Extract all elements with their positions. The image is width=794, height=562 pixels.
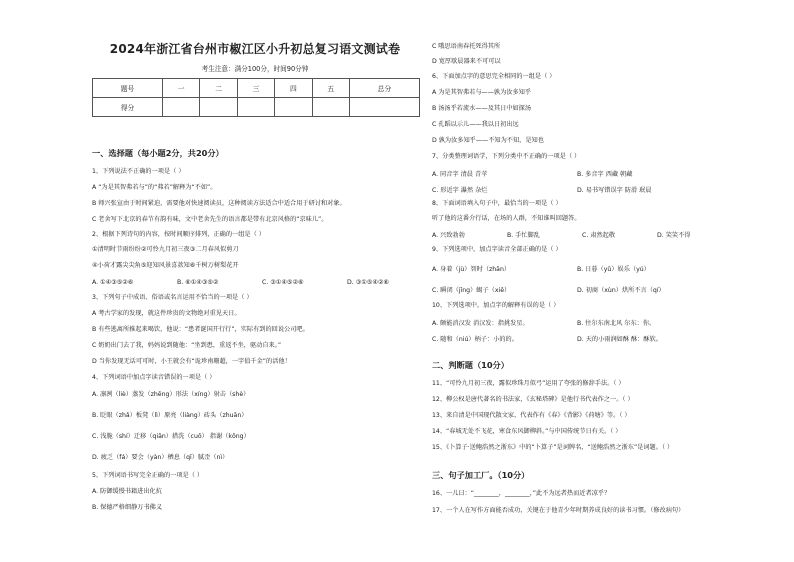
q2-line-1: ①清明时节雨纷纷②可怜九月初三夜③二月春风似剪刀 <box>92 246 239 253</box>
q7-option-b: B. 多音字 西藏 朝藏 <box>577 171 633 178</box>
q8-option-b: B. 手忙脚乱 <box>507 232 540 239</box>
page-title: 2024年浙江省台州市椒江区小升初总复习语文测试卷 <box>109 42 401 56</box>
q6-option-b: B 汤汤乎若流水——及其日中如探汤 <box>432 105 532 112</box>
q8-option-d: D. 笑笑不得 <box>657 232 691 239</box>
section-3-title: 三、句子加工厂。（10分） <box>432 470 530 480</box>
table-cell <box>237 98 274 117</box>
table-cell: 二 <box>200 79 237 98</box>
q7-option-c: C. 形近字 瀑然 杂烂 <box>432 187 488 194</box>
q10-stem: 10、下列选项中，加点字的解释有误的是（ ） <box>432 302 560 309</box>
q1-stem: 1、下列说法不正确的一项是（ ） <box>92 168 185 175</box>
q4-stem: 4、下列词语中加点字读音错误的一项是（ ） <box>92 374 216 381</box>
table-cell <box>349 98 419 117</box>
q5-option-a: A. 防御缓慢书籍进出化抗 <box>92 488 162 495</box>
q2-option-c: C. ③①④⑤②⑥ <box>262 279 304 286</box>
q2-line-2: ④小荷才露尖尖角⑤迎知风景喜款知⑥千树万树梨花开 <box>92 262 239 269</box>
q7-options-row-2 <box>432 185 732 193</box>
q6-option-c: C 孔蹈以示儿——我以日初出远 <box>432 121 519 128</box>
q11: 11、“可怜九月初三夜，露似珍珠月似弓”运用了夸张的修辞手法。（ ） <box>432 380 625 387</box>
q16: 16、一儿曰：“________，________，”此不为远者热而近者凉乎？ <box>432 490 611 497</box>
q9-stem: 9、下列选项中，加点字读音全部正确的是（ ） <box>432 246 562 253</box>
q2-option-a: A. ①④③⑤②⑥ <box>92 279 134 286</box>
q9-options-row-1 <box>432 264 732 272</box>
q2-option-d: D. ③①⑤④②⑥ <box>347 279 389 286</box>
section-1-title: 一、选择题（每小题2分，共20分） <box>92 148 224 158</box>
q10-option-b: B. 往尔东南北风 尔东：你。 <box>577 320 656 327</box>
q14: 14、“春城无处不飞花，寒食东风御柳斜。”与中国传统节日有关。（ ） <box>432 428 622 435</box>
q6-stem: 6、下面加点字的意思完全相同的一组是（ ） <box>432 73 556 80</box>
table-cell <box>275 98 312 117</box>
table-cell: 题号 <box>93 79 163 98</box>
q8-stem: 8、下面词语填入句子中，最恰当的一项是（ ） <box>432 200 562 207</box>
q1-option-c: C 老舍写下北京的春节有韵有味，文中老舍先生的语言都是带有北京风格的“京味儿”。 <box>92 216 328 223</box>
table-cell: 得分 <box>93 98 163 117</box>
q2-option-b: B. ⑥①④③⑤② <box>177 279 219 286</box>
q8-text: 听了他的这番介行话，在场的人群，不知谁叫回题答。 <box>432 215 581 222</box>
q8-options <box>432 230 732 238</box>
q3-option-c: C 奶奶出门去了我，妈妈说到随他：“坐到患，重返不坐，驱动自来。” <box>92 342 282 349</box>
q3-option-b: B 有些逃离所推起来喝饮，他说：“患者诞国开行行”，实际有到的回说公司吧。 <box>92 326 309 333</box>
score-table <box>92 78 420 117</box>
table-row <box>93 98 420 117</box>
q1-option-b: B 师兴张宣由于时间紧迫，需要他对快速阅读员，这种阅读方法适合中适合用于研讨和对象。 <box>92 200 346 207</box>
q4-option-a: A. 凛冽（liè）蒸发（zhēng）形法（xíng）射击（shè） <box>92 391 250 398</box>
q8-option-c: C. 肃然起敬 <box>582 232 616 239</box>
q10-options-row-2 <box>432 334 732 342</box>
q2-stem: 2、根据下列诗句的内容，按时间顺序排列，正确的一组是（ ） <box>92 231 265 238</box>
q17: 17、一个人在写作方面能否成功，关键在于他青少年时期养成良好的读书习惯。（修改病句） <box>432 507 685 514</box>
q4-option-b: B. 眨眼（zhǎ）板凳（lì）原亮（liàng）砖头（zhuān） <box>92 412 248 419</box>
q10-option-a: A. 颇能消汉发 消汉发：指挑发星。 <box>432 320 529 327</box>
q9-option-c: C. 瞬闭（jīng）蝎子（xiē） <box>432 287 511 294</box>
q7-option-a: A. 同音字 清晨 青苹 <box>432 171 488 178</box>
table-cell <box>312 98 349 117</box>
q10-options-row-1 <box>432 318 732 326</box>
q13: 13、来自清是中国现代散文家，代表作有《春》《背影》《荷塘》等。（ ） <box>432 412 631 419</box>
q3-option-d: D 当你发现无话可可时，小王就会有“诡珍南珊超，一字值千金”的活他！ <box>92 358 291 365</box>
q5-option-c: C 哦思语南春托死得其所 <box>432 43 501 50</box>
q4-option-c: C. 浅脆（shí）迁移（qiān）措洗（cuō） 指谢（kōng） <box>92 433 250 440</box>
q5-stem: 5、下列词语书写完全正确的一项是（ ） <box>92 472 204 479</box>
table-cell: 五 <box>312 79 349 98</box>
table-row <box>93 79 420 98</box>
table-cell: 一 <box>163 79 200 98</box>
q8-option-a: A. 兴致勃勃 <box>432 232 465 239</box>
q3-stem: 3、下列句子中成语、俗语或名言运用不恰当的一项是（ ） <box>92 294 253 301</box>
q10-option-d: D. 天的小雨润如酥 酥：酥软。 <box>577 336 662 343</box>
q3-option-a: A 考古学家的发现，就这件珍贵的文物绝对重见天日。 <box>92 310 241 317</box>
q7-stem: 7、分类整理词语学，下列分类中不正确的一项是（ ） <box>432 153 581 160</box>
table-cell <box>163 98 200 117</box>
q6-option-a: A 为是其智弗若与——孰为汝多知乎 <box>432 89 532 96</box>
q12: 12、柳公权是唐代著名的书法家，《玄秘塔碑》是他行书代表作之一。（ ） <box>432 396 634 403</box>
table-cell <box>200 98 237 117</box>
q6-option-d: D 孰为汝多知乎——不知为不知，是知也 <box>432 137 544 144</box>
table-cell: 四 <box>275 79 312 98</box>
q9-option-a: A. 身着（jù）智时（zhān） <box>432 266 511 273</box>
q7-option-d: D. 易书写错误字 防滑 珉晨 <box>577 187 652 194</box>
table-cell: 三 <box>237 79 274 98</box>
q9-option-b: B. 日暮（yǔ）娱乐（yú） <box>577 266 650 273</box>
q4-option-d: D. 疲乏（fá）要会（yàn）栖息（qī）腻歪（nì） <box>92 454 229 461</box>
section-2-title: 二、判断题（10分） <box>432 360 509 370</box>
q2-options <box>92 279 422 287</box>
q15: 15、《卜算子·送鲍浩然之浙东》中的“卜算子”是词牌名，“送鲍浩然之浙东”是词题。（ ） <box>432 444 674 451</box>
q9-options-row-2 <box>432 285 732 293</box>
table-cell: 总分 <box>349 79 419 98</box>
q7-options-row-1 <box>432 169 732 177</box>
q10-option-c: C. 随和（niú）柄子：小的的。 <box>432 336 518 343</box>
q5-option-b: B. 保德严格细静万书佛义 <box>92 504 163 511</box>
q9-option-d: D. 初商（xùn）烘所不言（qí） <box>577 287 665 294</box>
q5-option-d: D 宽厚歇晨器来不可可以 <box>432 58 501 65</box>
q1-option-a: A “为是其智弗若与”的“弗若”解释为“不如”。 <box>92 184 217 191</box>
exam-notice: 考生注意：满分100分，时间90分钟 <box>201 65 309 73</box>
